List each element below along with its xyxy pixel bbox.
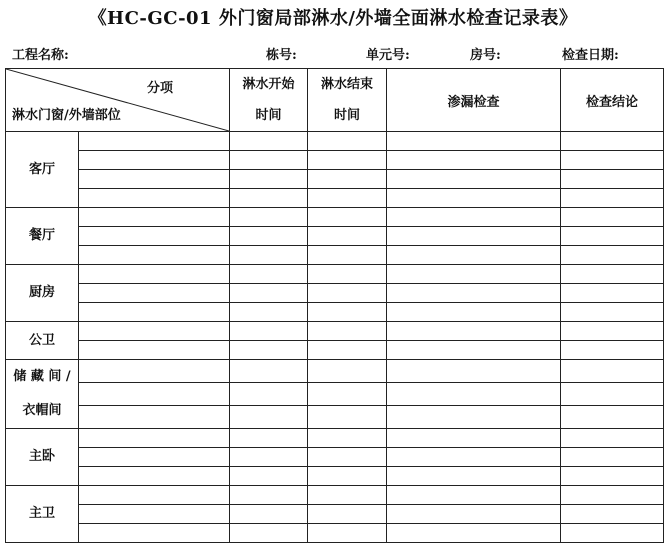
table-cell[interactable]: [308, 170, 387, 189]
table-cell[interactable]: [308, 208, 387, 227]
table-cell[interactable]: [230, 429, 308, 448]
header-start-line1: 淋水开始: [242, 77, 295, 92]
header-location-label: 淋水门窗/外墙部位: [12, 108, 121, 123]
table-cell[interactable]: [79, 448, 230, 467]
table-cell[interactable]: [308, 227, 387, 246]
table-cell[interactable]: [561, 246, 664, 265]
table-cell[interactable]: [79, 208, 230, 227]
table-cell[interactable]: [387, 170, 561, 189]
table-cell[interactable]: [230, 486, 308, 505]
table-cell[interactable]: [230, 170, 308, 189]
table-cell[interactable]: [308, 322, 387, 341]
table-row: [6, 284, 664, 303]
table-row: [6, 265, 664, 284]
table-cell[interactable]: [79, 151, 230, 170]
table-cell[interactable]: [308, 189, 387, 208]
table-row: [6, 360, 664, 383]
table-cell[interactable]: [230, 341, 308, 360]
table-cell[interactable]: [308, 360, 387, 383]
table-cell[interactable]: [308, 303, 387, 322]
table-cell[interactable]: [387, 189, 561, 208]
table-row: [6, 246, 664, 265]
table-row: [6, 383, 664, 406]
table-cell[interactable]: [230, 406, 308, 429]
table-cell[interactable]: [387, 246, 561, 265]
table-cell[interactable]: [79, 322, 230, 341]
table-cell[interactable]: [230, 284, 308, 303]
table-row: [6, 505, 664, 524]
table-cell[interactable]: [308, 265, 387, 284]
table-cell[interactable]: [230, 467, 308, 486]
table-cell[interactable]: [230, 524, 308, 543]
table-cell[interactable]: [561, 448, 664, 467]
table-cell[interactable]: [308, 383, 387, 406]
header-end-time: [308, 69, 387, 132]
table-cell[interactable]: [387, 406, 561, 429]
table-cell[interactable]: [230, 360, 308, 383]
table-cell[interactable]: [387, 524, 561, 543]
table-cell[interactable]: [230, 383, 308, 406]
table-cell[interactable]: [561, 486, 664, 505]
table-cell[interactable]: [308, 467, 387, 486]
table-cell[interactable]: [387, 383, 561, 406]
table-cell[interactable]: [79, 505, 230, 524]
table-cell[interactable]: [230, 132, 308, 151]
location-storage-line1: 储 藏 间 /: [13, 369, 71, 384]
table-row: [6, 132, 664, 151]
table-cell[interactable]: [230, 208, 308, 227]
table-row: [6, 341, 664, 360]
table-cell[interactable]: [79, 467, 230, 486]
table-cell[interactable]: [79, 383, 230, 406]
table-cell[interactable]: [561, 170, 664, 189]
table-cell[interactable]: [79, 170, 230, 189]
table-cell[interactable]: [387, 448, 561, 467]
table-cell[interactable]: [230, 322, 308, 341]
table-row: [6, 524, 664, 543]
table-row: [6, 189, 664, 208]
table-cell[interactable]: [79, 132, 230, 151]
table-cell[interactable]: [79, 303, 230, 322]
table-cell[interactable]: [308, 341, 387, 360]
header-start-time: [230, 69, 308, 132]
table-row: [6, 151, 664, 170]
table-cell[interactable]: [387, 486, 561, 505]
project-name-label: 工程名称:: [12, 48, 69, 63]
table-cell[interactable]: [387, 505, 561, 524]
table-cell[interactable]: [561, 151, 664, 170]
table-cell[interactable]: [79, 486, 230, 505]
check-date-label: 检查日期:: [562, 48, 619, 63]
header-conclusion: 检查结论: [561, 69, 664, 132]
table-cell[interactable]: [561, 132, 664, 151]
table-cell[interactable]: [230, 265, 308, 284]
table-cell[interactable]: [230, 505, 308, 524]
table-cell[interactable]: [308, 132, 387, 151]
table-cell[interactable]: [561, 505, 664, 524]
table-cell[interactable]: [561, 467, 664, 486]
table-cell[interactable]: [308, 524, 387, 543]
header-item-label: 分项: [146, 81, 173, 96]
location-master-bedroom: 主卧: [6, 429, 79, 486]
table-cell[interactable]: [79, 429, 230, 448]
table-cell[interactable]: [387, 322, 561, 341]
location-dining-room: 餐厅: [6, 208, 79, 265]
table-row: [6, 429, 664, 448]
table-cell[interactable]: [230, 303, 308, 322]
table-cell[interactable]: [79, 189, 230, 208]
table-cell[interactable]: [387, 303, 561, 322]
table-cell[interactable]: [308, 151, 387, 170]
table-cell[interactable]: [308, 284, 387, 303]
table-cell[interactable]: [561, 208, 664, 227]
table-row: [6, 448, 664, 467]
location-storage-cloakroom: [6, 360, 79, 429]
table-cell[interactable]: [79, 360, 230, 383]
document-title: 《HC-GC-01 外门窗局部淋水/外墙全面淋水检查记录表》: [88, 8, 578, 29]
table-cell[interactable]: [230, 189, 308, 208]
table-cell[interactable]: [79, 341, 230, 360]
table-row: [6, 303, 664, 322]
table-cell[interactable]: [561, 383, 664, 406]
table-cell[interactable]: [230, 246, 308, 265]
location-master-bathroom: 主卫: [6, 486, 79, 543]
room-no-label: 房号:: [470, 48, 501, 63]
table-cell[interactable]: [561, 322, 664, 341]
table-row: [6, 208, 664, 227]
table-cell[interactable]: [387, 208, 561, 227]
table-cell[interactable]: [79, 524, 230, 543]
table-cell[interactable]: [561, 406, 664, 429]
header-end-line2: 时间: [333, 108, 360, 123]
table-cell[interactable]: [387, 429, 561, 448]
table-cell[interactable]: [79, 265, 230, 284]
table-row: [6, 227, 664, 246]
table-row: [6, 322, 664, 341]
location-storage-line2: 衣帽间: [22, 403, 62, 418]
table-cell[interactable]: [387, 467, 561, 486]
table-cell[interactable]: [561, 341, 664, 360]
table-row: [6, 170, 664, 189]
table-cell[interactable]: [79, 227, 230, 246]
table-cell[interactable]: [308, 486, 387, 505]
building-no-label: 栋号:: [266, 48, 297, 63]
table-cell[interactable]: [561, 360, 664, 383]
table-cell[interactable]: [79, 284, 230, 303]
table-cell[interactable]: [230, 448, 308, 467]
table-cell[interactable]: [387, 265, 561, 284]
table-cell[interactable]: [387, 151, 561, 170]
table-cell[interactable]: [230, 151, 308, 170]
table-cell[interactable]: [308, 429, 387, 448]
location-public-bathroom: 公卫: [6, 322, 79, 360]
table-cell[interactable]: [561, 265, 664, 284]
table-cell[interactable]: [308, 406, 387, 429]
unit-no-label: 单元号:: [366, 48, 410, 63]
table-header-row: [6, 69, 664, 132]
table-row: [6, 486, 664, 505]
table-cell[interactable]: [561, 189, 664, 208]
table-cell[interactable]: [308, 448, 387, 467]
header-start-line2: 时间: [255, 108, 282, 123]
table-cell[interactable]: [561, 227, 664, 246]
table-cell[interactable]: [308, 505, 387, 524]
diagonal-header-cell: [6, 69, 230, 132]
table-cell[interactable]: [387, 227, 561, 246]
table-row: [6, 467, 664, 486]
table-cell[interactable]: [230, 227, 308, 246]
table-cell[interactable]: [387, 360, 561, 383]
table-row: [6, 406, 664, 429]
table-cell[interactable]: [308, 246, 387, 265]
inspection-table: [5, 68, 664, 543]
table-cell[interactable]: [79, 246, 230, 265]
table-cell[interactable]: [387, 341, 561, 360]
table-cell[interactable]: [561, 429, 664, 448]
header-leak-check: 渗漏检查: [387, 69, 561, 132]
table-cell[interactable]: [561, 303, 664, 322]
table-cell[interactable]: [79, 406, 230, 429]
table-cell[interactable]: [561, 524, 664, 543]
location-kitchen: 厨房: [6, 265, 79, 322]
table-cell[interactable]: [387, 132, 561, 151]
header-end-line1: 淋水结束: [320, 77, 373, 92]
location-living-room: 客厅: [6, 132, 79, 208]
table-cell[interactable]: [561, 284, 664, 303]
table-cell[interactable]: [387, 284, 561, 303]
